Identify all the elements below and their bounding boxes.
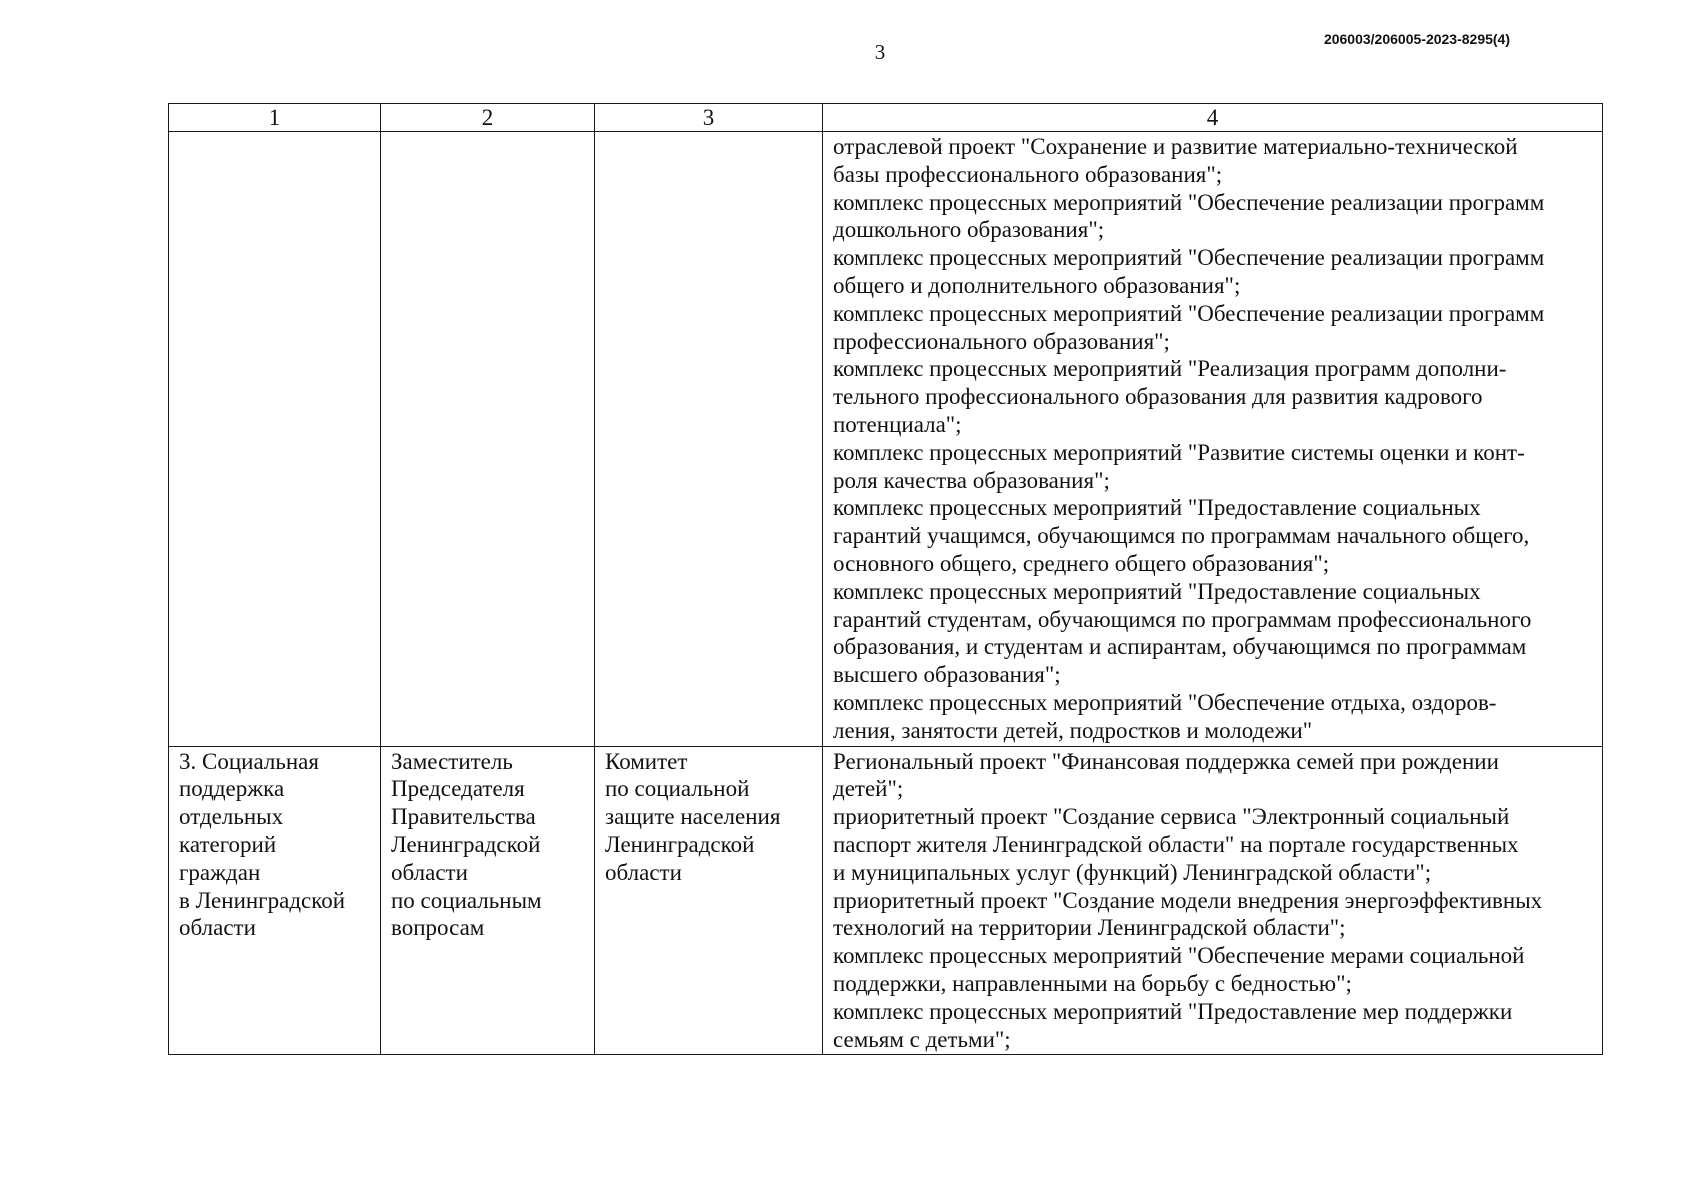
cell-text-line: потенциала"; xyxy=(833,411,962,437)
cell-text-line: в Ленинградской xyxy=(179,887,346,913)
cell-text-line: комплекс процессных мероприятий "Предоставление социальных xyxy=(833,578,1481,604)
cell-text-line: комплекс процессных мероприятий "Предоставление мер поддержки xyxy=(833,998,1513,1024)
table-row xyxy=(169,132,1603,747)
cell-text-line: роля качества образования"; xyxy=(833,467,1110,493)
responsible-executor-cell xyxy=(595,132,823,747)
table-body xyxy=(169,132,1603,1055)
column-number-2: 2 xyxy=(381,104,595,132)
curator-cell xyxy=(381,746,595,1055)
curator-cell xyxy=(381,132,595,747)
subprogram-name-cell xyxy=(169,132,381,747)
cell-text-line: дошкольного образования"; xyxy=(833,217,1105,243)
cell-text-line: приоритетный проект "Создание сервиса "Электронный социальный xyxy=(833,804,1510,830)
responsible-executor-cell xyxy=(595,746,823,1055)
cell-text-line: комплекс процессных мероприятий "Развитие системы оценки и конт- xyxy=(833,439,1525,465)
cell-text-line: комплекс процессных мероприятий "Реализация программ дополни- xyxy=(833,356,1507,382)
cell-text-line: вопросам xyxy=(391,915,485,941)
cell-text-line: тельного профессионального образования для развития кадрового xyxy=(833,384,1483,410)
cell-text-line: ления, занятости детей, подростков и молодежи" xyxy=(833,717,1313,743)
cell-text-line: основного общего, среднего общего образования"; xyxy=(833,550,1330,576)
cell-text-line: по социальным xyxy=(391,887,542,913)
cell-text-line: области xyxy=(605,859,682,885)
cell-text-line: высшего образования"; xyxy=(833,662,1061,688)
cell-text-line: приоритетный проект "Создание модели внедрения энергоэффективных xyxy=(833,887,1543,913)
cell-text-line: комплекс процессных мероприятий "Обеспечение отдыха, оздоров- xyxy=(833,689,1497,715)
cell-text-line: образования, и студентам и аспирантам, обучающимся по программам xyxy=(833,634,1527,660)
program-table xyxy=(168,103,1603,1055)
cell-text-line: поддержка xyxy=(179,776,285,802)
projects-cell xyxy=(823,746,1603,1055)
page-number: 3 xyxy=(874,40,886,64)
cell-text-line: поддержки, направленными на борьбу с бедностью"; xyxy=(833,970,1352,996)
cell-text-line: граждан xyxy=(179,859,261,885)
cell-text-line: Комитет xyxy=(605,748,688,774)
subprogram-name-cell xyxy=(169,746,381,1055)
cell-text-line: Правительства xyxy=(391,804,536,830)
column-number-3: 3 xyxy=(595,104,823,132)
cell-text-line: области xyxy=(391,859,468,885)
cell-text-line: комплекс процессных мероприятий "Обеспечение реализации программ xyxy=(833,245,1545,271)
cell-text-line: Региональный проект "Финансовая поддержка семей при рождении xyxy=(833,748,1499,774)
cell-text-line: отдельных xyxy=(179,804,284,830)
cell-text-line: семьям с детьми"; xyxy=(833,1026,1011,1052)
cell-text-line: Председателя xyxy=(391,776,525,802)
cell-text-line: Заместитель xyxy=(391,748,513,774)
column-number-1: 1 xyxy=(169,104,381,132)
cell-text-line: по социальной xyxy=(605,776,750,802)
cell-text-line: комплекс процессных мероприятий "Предоставление социальных xyxy=(833,495,1481,521)
cell-text-line: защите населения xyxy=(605,804,781,830)
cell-text-line: и муниципальных услуг (функций) Ленинградской области"; xyxy=(833,859,1432,885)
cell-text-line: области xyxy=(179,915,256,941)
cell-text-line: категорий xyxy=(179,831,277,857)
cell-text-line: базы профессионального образования"; xyxy=(833,161,1223,187)
cell-text-line: общего и дополнительного образования"; xyxy=(833,272,1241,298)
document-code: 206003/206005-2023-8295(4) xyxy=(1323,31,1510,47)
cell-text-line: паспорт жителя Ленинградской области" на портале государственных xyxy=(833,831,1519,857)
cell-text-line: комплекс процессных мероприятий "Обеспечение мерами социальной xyxy=(833,943,1525,969)
cell-text-line: Ленинградской xyxy=(391,831,541,857)
cell-text-line: детей"; xyxy=(833,776,904,802)
cell-text-line: гарантий студентам, обучающимся по программам профессионального xyxy=(833,606,1532,632)
cell-text-line: технологий на территории Ленинградской области"; xyxy=(833,915,1346,941)
column-number-4: 4 xyxy=(823,104,1603,132)
cell-text-line: комплекс процессных мероприятий "Обеспечение реализации программ xyxy=(833,300,1545,326)
table-header-row xyxy=(169,104,1603,132)
cell-text-line: комплекс процессных мероприятий "Обеспечение реализации программ xyxy=(833,189,1545,215)
cell-text-line: гарантий учащимся, обучающимся по программам начального общего, xyxy=(833,523,1530,549)
cell-text-line: Ленинградской xyxy=(605,831,755,857)
table-row xyxy=(169,746,1603,1055)
cell-text-line: профессионального образования"; xyxy=(833,328,1170,354)
cell-text-line: 3. Социальная xyxy=(179,748,319,774)
cell-text-line: отраслевой проект "Сохранение и развитие материально-технической xyxy=(833,134,1518,159)
projects-cell xyxy=(823,132,1603,747)
